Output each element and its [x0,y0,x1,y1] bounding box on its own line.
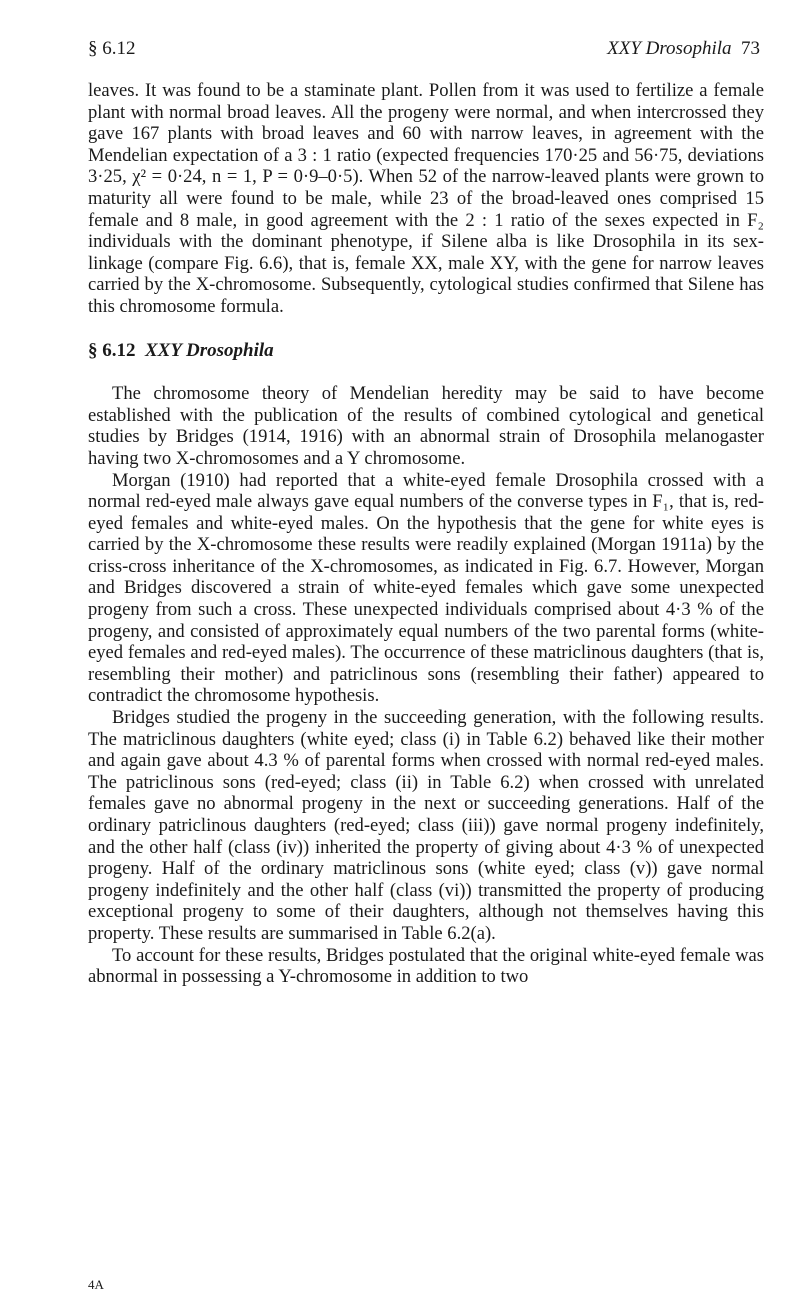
printer-signature: 4A [88,1277,104,1292]
paragraph-2: The chromosome theory of Mendelian heredity may be said to have become established with the publication of the results of combined cytological and genetical studies by Bridges (1914, 1916) with an abnormal strain of Drosophila melanogaster having two X-chromosomes and a Y chromosome. [88,383,764,469]
paragraph-3: Morgan (1910) had reported that a white-eyed female Drosophila crossed with a normal red-eyed male always gave equal numbers of the converse types in F₁, that is, red-eyed females and white-eyed males. On the hypothesis that the gene for white eyes is carried by the X-chromosome these results were readily explained (Morgan 1911a) by the criss-cross inheritance of the X-chromosomes, as indicated in Fig. 6.7. However, Morgan and Bridges discovered a strain of white-eyed females which gave some unexpected progeny from such a cross. These unexpected individuals comprised about 4·3 % of the progeny, and consisted of approximately equal numbers of the two parental forms (white-eyed females and red-eyed males). The occurrence of these matriclinous daughters (that is, resembling their mother) and patriclinous sons (resembling their father) appeared to contradict the chromosome hypothesis. [88,469,764,707]
paragraph-5: To account for these results, Bridges postulated that the original white-eyed female was abnormal in possessing a Y-chromosome in addition to two [88,944,764,988]
page-number: 73 [741,38,760,59]
header-section-ref: § 6.12 [88,38,136,59]
page-body [88,80,764,988]
paragraph-1: leaves. It was found to be a staminate plant. Pollen from it was used to fertilize a female plant with normal broad leaves. All the progeny were normal, and when intercrossed they gave 167 plants with broad leaves and 60 with narrow leaves, in agreement with the Mendelian expectation of a 3 : 1 ratio (expected frequencies 170·25 and 56·75, deviations 3·25, χ² = 0·24, n = 1, P = 0·9–0·5). When 52 of the narrow-leaved plants were grown to maturity all were found to be male, while 23 of the broad-leaved ones comprised 15 female and 8 male, in good agreement with the 2 : 1 ratio of the sexes expected in F₂ individuals with the dominant phenotype, if Silene alba is like Drosophila in its sex-linkage (compare Fig. 6.6), that is, female XX, male XY, with the gene for narrow leaves carried by the X-chromosome. Subsequently, cytological studies confirmed that Silene has this chromosome formula. [88,80,764,317]
running-title-text: XXY Drosophila [607,38,732,59]
paragraph-4: Bridges studied the progeny in the succeeding generation, with the following results. The matriclinous daughters (white eyed; class (i) in Table 6.2) behaved like their mother and again gave about 4.3 % of parental forms when crossed with normal red-eyed males. The patriclinous sons (red-eyed; class (ii) in Table 6.2) when crossed with unrelated females gave no abnormal progeny in the next or succeeding generations. Half of the ordinary patriclinous daughters (red-eyed; class (iii)) gave normal progeny indefinitely, and the other half (class (iv)) inherited the property of giving about 4·3 % of unexpected progeny. Half of the ordinary matriclinous sons (white eyed; class (v)) gave normal progeny indefinitely and the other half (class (vi)) transmitted the property of producing exceptional progeny to some of their daughters, although not themselves having this property. These results are summarised in Table 6.2(a). [88,707,764,944]
running-header [88,38,760,62]
header-running-title [607,38,760,60]
section-number: § 6.12 [88,339,136,361]
section-heading [88,340,764,362]
section-title: XXY Drosophila [145,339,274,361]
